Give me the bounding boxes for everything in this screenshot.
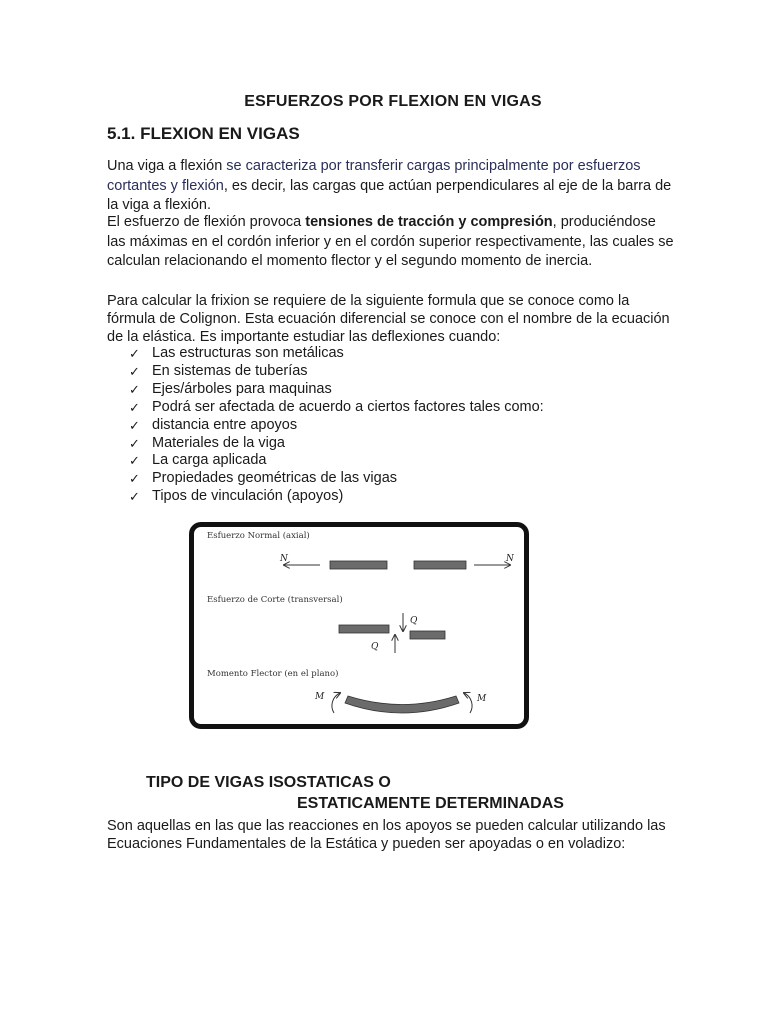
isostatic-paragraph: Son aquellas en las que las reacciones en los apoyos se pueden calcular utilizando las Ecuaciones Fundamentales de la Estática y pueden ser apoyadas o en voladizo: — [107, 818, 666, 852]
list-item — [129, 452, 544, 470]
intro-part-3: , es decir, las cargas que actúan perpendiculares al eje de la barra de la viga a flexión. — [107, 177, 672, 213]
check-icon: ✓ — [129, 399, 140, 415]
intro-highlight: se caracteriza por transferir cargas principalmente por esfuerzos cortantes y flexión — [107, 158, 641, 194]
list-item-text: Propiedades geométricas de las vigas — [152, 470, 398, 487]
check-icon: ✓ — [129, 417, 140, 433]
list-item-text: Las estructuras son metálicas — [152, 345, 344, 361]
list-item — [129, 363, 544, 381]
list-item — [129, 381, 544, 399]
intro-part-1: Una viga a flexión — [107, 158, 227, 174]
colignon-paragraph: Para calcular la frixion se requiere de la siguiente formula que se conoce como la fórmula de Colignon. Esta ecuación diferencial se conoce con el nombre de la ecuación de la elástica. Es importante estudiar las deflexiones cuando: — [107, 293, 670, 345]
list-item — [129, 488, 544, 506]
document-title: ESFUERZOS POR FLEXION EN VIGAS — [244, 93, 542, 110]
check-icon: ✓ — [129, 453, 140, 469]
list-item-text: La carga aplicada — [152, 452, 267, 469]
bending-bold: tensiones de tracción y compresión — [305, 214, 553, 230]
axial-force-letter-right: N — [506, 554, 514, 564]
list-item — [129, 345, 544, 363]
deflection-checklist — [129, 345, 544, 506]
axial-force-letter-left: N — [280, 554, 288, 564]
bending-part-2: , produciéndose las máximas en el cordón inferior y en el cordón superior respectivamente, las cuales se calculan relacionando el momento flector y el segundo momento de inercia. — [107, 214, 674, 269]
bending-part-1: El esfuerzo de flexión provoca — [107, 214, 306, 230]
moment-arrow-right — [464, 693, 472, 713]
moment-letter-left: M — [315, 692, 325, 702]
intro-paragraph — [107, 157, 677, 216]
normal-stress-label: Esfuerzo Normal (axial) — [207, 531, 310, 541]
check-icon: ✓ — [129, 471, 140, 487]
bent-beam — [345, 696, 459, 713]
list-item-text: Ejes/árboles para maquinas — [152, 380, 332, 397]
list-item — [129, 435, 544, 453]
moment-letter-right: M — [477, 694, 487, 704]
shear-bar-right — [410, 631, 445, 639]
list-item-text: Tipos de vinculación (apoyos) — [152, 488, 344, 505]
shear-force-letter-bottom: Q — [371, 642, 379, 652]
list-item — [129, 470, 544, 488]
list-item-text: distancia entre apoyos — [152, 416, 298, 433]
check-icon: ✓ — [129, 381, 140, 397]
shear-bar-left — [339, 625, 389, 633]
moment-arrow-left — [332, 693, 340, 713]
list-item-text: Materiales de la viga — [152, 434, 285, 451]
subheading-line-2: ESTATICAMENTE DETERMINADAS — [297, 795, 564, 812]
check-icon: ✓ — [129, 363, 140, 379]
stress-diagram-svg — [194, 527, 524, 724]
moment-label: Momento Flector (en el plano) — [207, 669, 339, 679]
stress-diagram — [189, 522, 529, 729]
list-item-text: Podrá ser afectada de acuerdo a ciertos factores tales como: — [152, 398, 544, 415]
check-icon: ✓ — [129, 489, 140, 505]
check-icon: ✓ — [129, 346, 140, 361]
section-heading: 5.1. FLEXION EN VIGAS — [107, 124, 300, 143]
check-icon: ✓ — [129, 435, 140, 451]
subheading-line-1: TIPO DE VIGAS ISOSTATICAS O — [146, 774, 391, 791]
shear-stress-label: Esfuerzo de Corte (transversal) — [207, 595, 343, 605]
list-item-text: En sistemas de tuberías — [152, 362, 308, 379]
list-item — [129, 399, 544, 417]
axial-bar-left — [330, 561, 387, 569]
shear-force-letter-top: Q — [410, 616, 418, 626]
list-item — [129, 417, 544, 435]
axial-bar-right — [414, 561, 466, 569]
bending-paragraph — [107, 213, 677, 272]
